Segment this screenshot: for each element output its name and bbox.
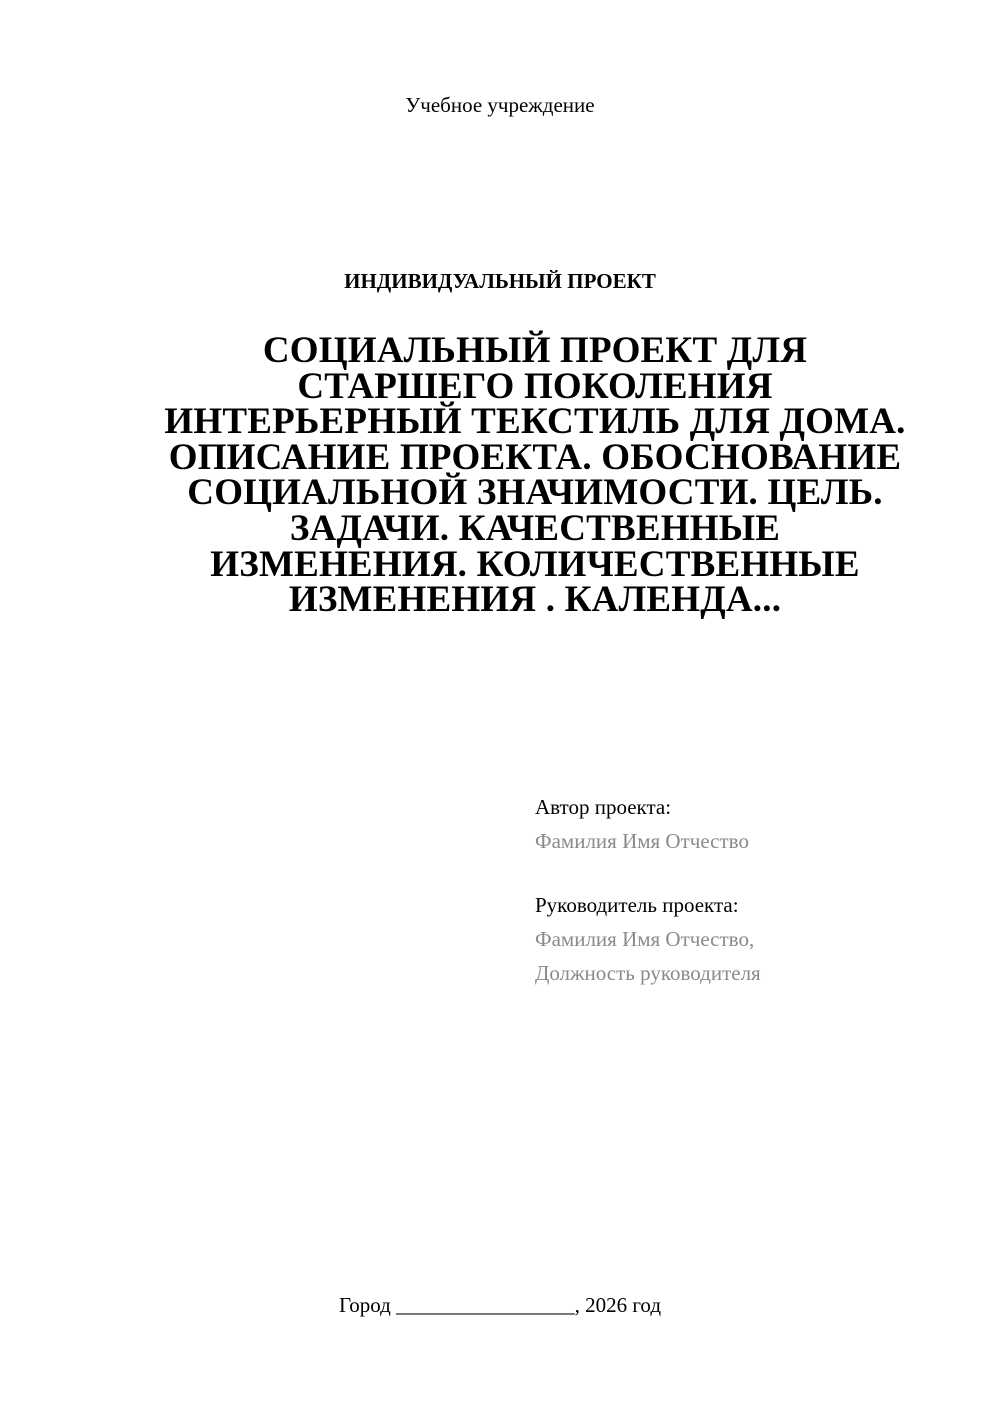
project-title-line: ИЗМЕНЕНИЯ. КОЛИЧЕСТВЕННЫЕ bbox=[210, 543, 860, 585]
signature-spacer bbox=[535, 858, 975, 888]
institution-name: Учебное учреждение bbox=[405, 93, 595, 117]
project-title-line: СТАРШЕГО ПОКОЛЕНИЯ bbox=[297, 365, 773, 407]
supervisor-name-placeholder: Фамилия Имя Отчество, bbox=[535, 927, 755, 951]
supervisor-label: Руководитель проекта: bbox=[535, 893, 739, 917]
signature-block bbox=[535, 790, 975, 990]
project-title-line: ИНТЕРЬЕРНЫЙ ТЕКСТИЛЬ ДЛЯ ДОМА. bbox=[164, 401, 906, 443]
project-title-line: ИЗМЕНЕНИЯ . КАЛЕНДА... bbox=[288, 579, 782, 621]
author-label: Автор проекта: bbox=[535, 795, 672, 819]
city-year-line: Город _________________, 2026 год bbox=[338, 1293, 662, 1317]
author-name-placeholder: Фамилия Имя Отчество bbox=[535, 829, 749, 853]
project-title-line: СОЦИАЛЬНОЙ ЗНАЧИМОСТИ. ЦЕЛЬ. bbox=[187, 472, 883, 514]
project-title-line: ЗАДАЧИ. КАЧЕСТВЕННЫЕ bbox=[289, 507, 781, 549]
project-title-line: СОЦИАЛЬНЫЙ ПРОЕКТ ДЛЯ bbox=[262, 330, 808, 371]
project-title-line: ОПИСАНИЕ ПРОЕКТА. ОБОСНОВАНИЕ bbox=[168, 436, 902, 478]
project-type-heading: ИНДИВИДУАЛЬНЫЙ ПРОЕКТ bbox=[344, 269, 656, 293]
project-title bbox=[130, 330, 940, 621]
supervisor-position-placeholder: Должность руководителя bbox=[535, 961, 761, 985]
